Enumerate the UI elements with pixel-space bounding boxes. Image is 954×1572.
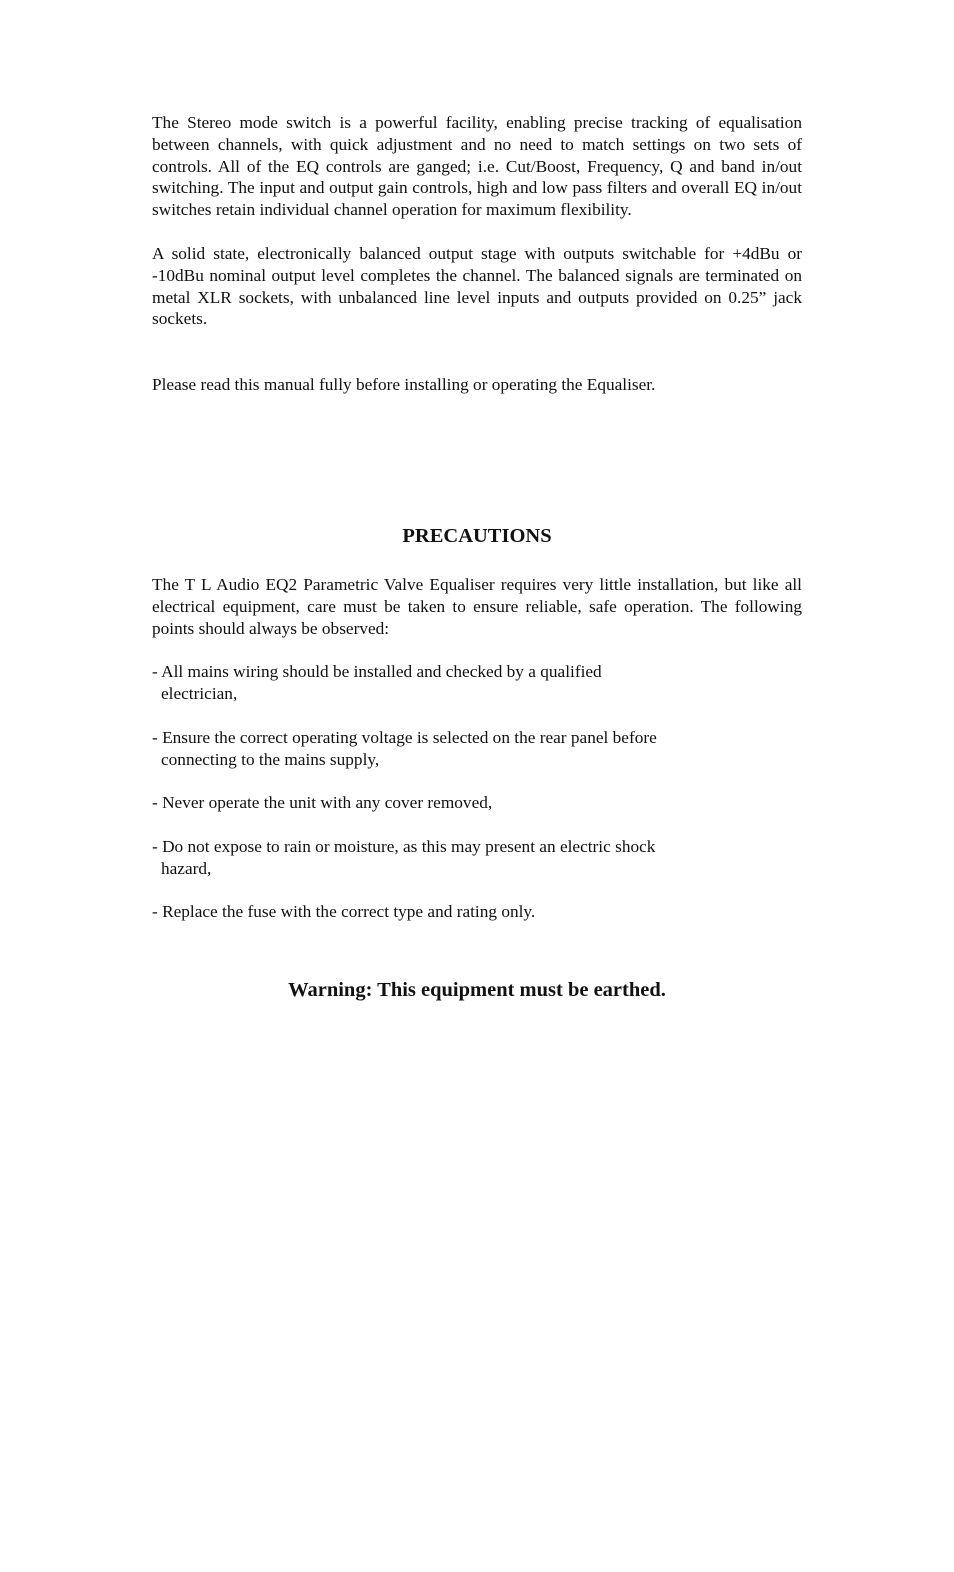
precaution-item: - Do not expose to rain or moisture, as this may present an electric shock hazard, xyxy=(152,836,656,878)
precaution-item: - Ensure the correct operating voltage is selected on the rear panel before connecting to the mains supply, xyxy=(152,727,657,769)
precautions-heading: PRECAUTIONS xyxy=(402,524,552,547)
stereo-mode-paragraph: The Stereo mode switch is a powerful facility, enabling precise tracking of equalisation between channels, with quick adjustment and no need to match settings on two sets of controls. All of the EQ controls are ganged; i.e. Cut/Boost, Frequency, Q and band in/out switching. The input and output gain controls, high and low pass filters and overall EQ in/out switches retain individual channel operation for maximum flexibility. xyxy=(152,113,802,220)
precautions-list xyxy=(152,661,802,923)
precaution-item: - All mains wiring should be installed and checked by a qualified electrician, xyxy=(152,662,602,704)
precautions-intro: The T L Audio EQ2 Parametric Valve Equaliser requires very little installation, but like all electrical equipment, care must be taken to ensure reliable, safe operation. The following points should always be observed: xyxy=(152,574,802,638)
read-manual-notice: Please read this manual fully before installing or operating the Equaliser. xyxy=(152,375,656,395)
output-stage-paragraph: A solid state, electronically balanced output stage with outputs switchable for +4dBu or -10dBu nominal output level completes the channel. The balanced signals are terminated on metal XLR sockets, with unbalanced line level inputs and outputs provided on 0.25” jack sockets. xyxy=(152,243,802,329)
earthing-warning: Warning: This equipment must be earthed. xyxy=(288,978,666,1001)
document-page xyxy=(152,112,802,1002)
precaution-item: - Never operate the unit with any cover removed, xyxy=(152,793,493,813)
precaution-item: - Replace the fuse with the correct type and rating only. xyxy=(152,902,536,922)
